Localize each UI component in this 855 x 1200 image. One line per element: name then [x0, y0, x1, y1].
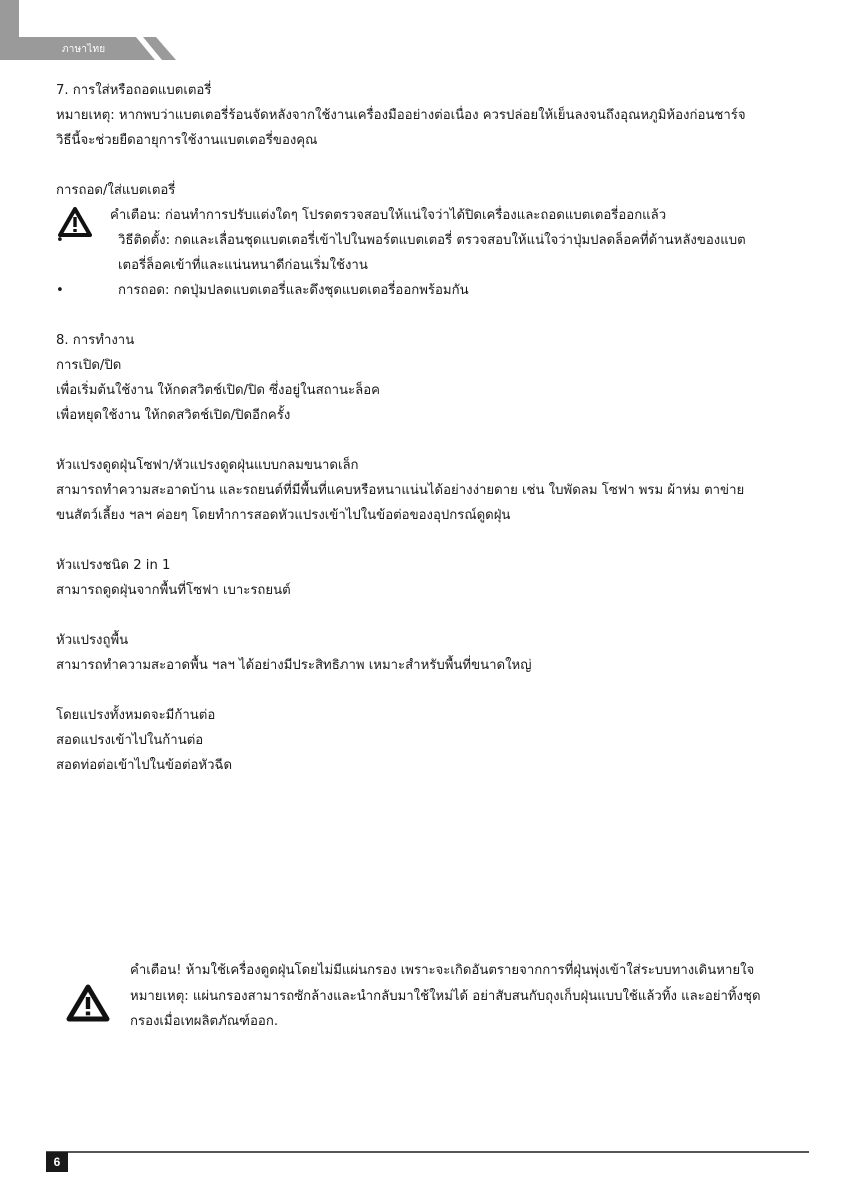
warning-icon — [66, 984, 110, 1022]
language-tab: ภาษาไทย — [62, 44, 106, 55]
manual-content — [56, 78, 826, 778]
battery-note-line-1: หมายเหตุ: หากพบว่าแบตเตอรี่ร้อนจัดหลังจากใช้งานเครื่องมืออย่างต่อเนื่อง ควรปล่อยให้เย็นลงจนถึงอุณหภูมิห้องก่อนชาร์จ — [56, 108, 746, 123]
page-number: 6 — [46, 1152, 68, 1172]
battery-warning — [56, 203, 826, 228]
extension-line-3: สอดท่อต่อเข้าไปในข้อต่อหัวฉีด — [56, 758, 233, 773]
battery-note-line-2: วิธีนี้จะช่วยยืดอายุการใช้งานแบตเตอรี่ของคุณ — [56, 133, 318, 148]
filter-warning-line-1: คำเตือน! ห้ามใช้เครื่องดูดฝุ่นโดยไม่มีแผ่นกรอง เพราะจะเกิดอันตรายจากการที่ฝุ่นพุ่งเข้าใส่ระบบทางเดินหายใจ — [130, 963, 755, 978]
remove-bullet — [56, 278, 826, 303]
onoff-line-2: เพื่อหยุดใช้งาน ให้กดสวิตช์เปิด/ปิดอีกครั้ง — [56, 408, 291, 423]
extension-line-2: สอดแปรงเข้าไปในก้านต่อ — [56, 733, 204, 748]
footer-divider — [46, 1151, 809, 1153]
battery-warning-text: คำเตือน: ก่อนทำการปรับแต่งใดๆ โปรดตรวจสอบให้แน่ใจว่าได้ปิดเครื่องและถอดแบตเตอรี่ออกแล้ว — [110, 208, 667, 223]
bullet-icon: • — [56, 283, 64, 298]
two-in-one-line-1: สามารถดูดฝุ่นจากพื้นที่โซฟา เบาะรถยนต์ — [56, 583, 291, 598]
sofa-brush-line-1: สามารถทำความสะอาดบ้าน และรถยนต์ที่มีพื้นที่แคบหรือหนาแน่นได้อย่างง่ายดาย เช่น ใบพัดลม โซฟา พรม ผ้าห่ม ตาข่าย — [56, 483, 745, 498]
install-bullet — [56, 228, 826, 253]
section-7-title: 7. การใส่หรือถอดแบตเตอรี่ — [56, 83, 212, 98]
floor-brush-heading: หัวแปรงถูพื้น — [56, 633, 129, 648]
battery-subheading: การถอด/ใส่แบตเตอรี่ — [56, 183, 176, 198]
install-text-line-2: เตอรี่ล็อคเข้าที่และแน่นหนาดีก่อนเริ่มใช้งาน — [118, 258, 368, 273]
filter-warning-line-2: หมายเหตุ: แผ่นกรองสามารถซักล้างและนำกลับมาใช้ใหม่ได้ อย่าสับสนกับถุงเก็บฝุ่นแบบใช้แล้วทิ้ง และอย่าทิ้งชุด — [130, 988, 761, 1004]
section-8-title: 8. การทำงาน — [56, 333, 135, 348]
bullet-icon: • — [56, 233, 64, 248]
sofa-brush-line-2: ขนสัตว์เลี้ยง ฯลฯ ค่อยๆ โดยทำการสอดหัวแปรงเข้าไปในข้อต่อของอุปกรณ์ดูดฝุ่น — [56, 508, 511, 523]
extension-line-1: โดยแปรงทั้งหมดจะมีก้านต่อ — [56, 708, 216, 723]
filter-warning-text — [130, 958, 761, 1035]
remove-text: การถอด: กดปุ่มปลดแบตเตอรี่และดึงชุดแบตเตอรี่ออกพร้อมกัน — [118, 283, 469, 298]
install-text-line-1: วิธีติดตั้ง: กดและเลื่อนชุดแบตเตอรี่เข้าไปในพอร์ตแบตเตอรี่ ตรวจสอบให้แน่ใจว่าปุ่มปลดล็อคที่ด้านหลังของแบต — [118, 233, 746, 248]
onoff-line-1: เพื่อเริ่มต้นใช้งาน ให้กดสวิตช์เปิด/ปิด ซึ่งอยู่ในสถานะล็อค — [56, 383, 380, 398]
floor-brush-line-1: สามารถทำความสะอาดพื้น ฯลฯ ได้อย่างมีประสิทธิภาพ เหมาะสำหรับพื้นที่ขนาดใหญ่ — [56, 658, 532, 673]
filter-warning-line-3: กรองเมื่อเทผลิตภัณฑ์ออก. — [130, 1014, 279, 1029]
onoff-heading: การเปิด/ปิด — [56, 358, 122, 373]
sofa-brush-heading: หัวแปรงดูดฝุ่นโซฟา/หัวแปรงดูดฝุ่นแบบกลมขนาดเล็ก — [56, 458, 359, 473]
filter-warning — [66, 958, 836, 1058]
two-in-one-heading: หัวแปรงชนิด 2 in 1 — [56, 558, 171, 573]
